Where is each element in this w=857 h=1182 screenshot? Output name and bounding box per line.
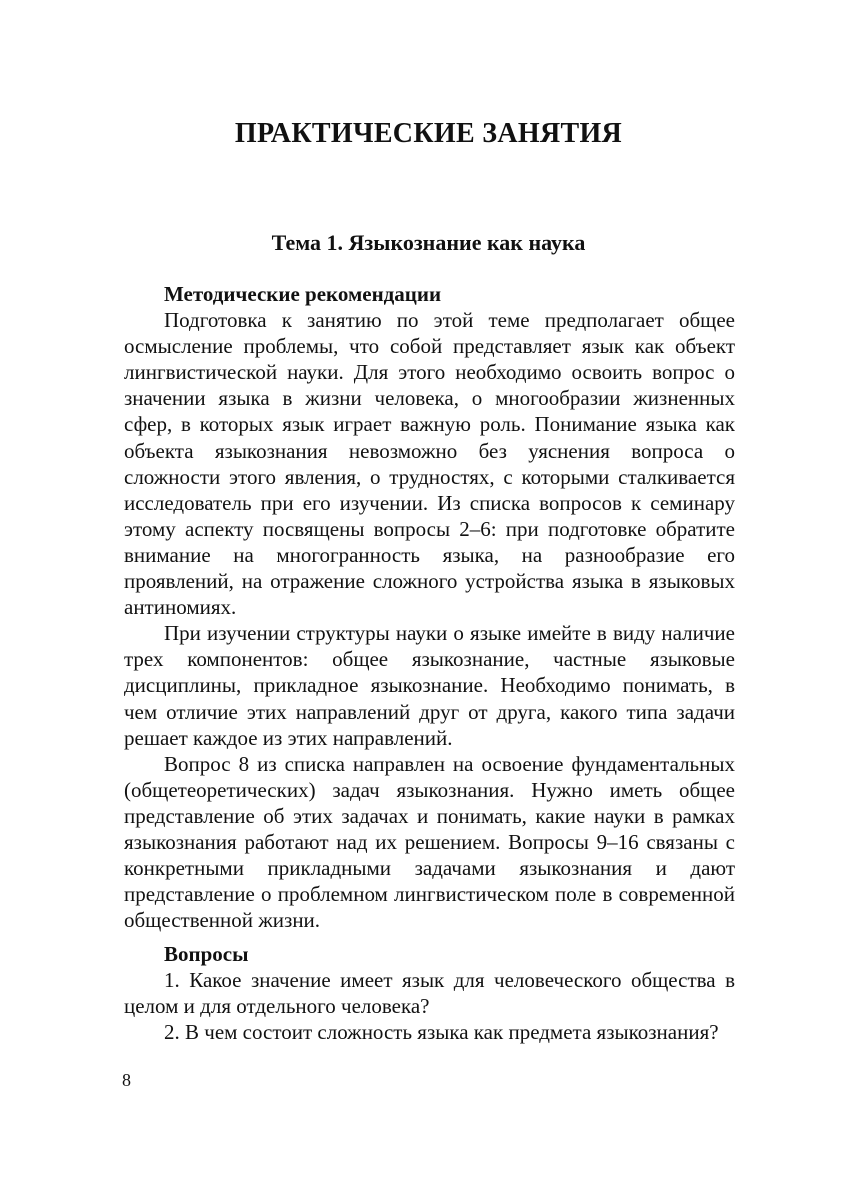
page-number: 8 [122, 1070, 131, 1090]
methods-paragraph-3: Вопрос 8 из списка направлен на освоение фундаментальных (общетеоретических) задач языкознания. Нужно иметь общее представление об этих задачах и понимать, какие науки в рамках языкознания работают над их решением. Вопросы 9–16 связаны с конкретными прикладными задачами языкознания и дают представление о проблемном лингвистическом поле в современной общественной жизни. [124, 751, 735, 933]
questions-section [124, 941, 735, 1045]
topic-title: Тема 1. Языкознание как наука [271, 230, 586, 255]
questions-heading: Вопросы [164, 942, 249, 966]
methods-paragraph-2: При изучении структуры науки о языке имейте в виду наличие трех компонентов: общее языкознание, частные языковые дисциплины, прикладное языкознание. Необходимо понимать, в чем отличие этих направлений друг от друга, какого типа задачи решает каждое из этих направлений. [124, 621, 735, 750]
page-title: ПРАКТИЧЕСКИЕ ЗАНЯТИЯ [234, 118, 623, 149]
question-item-2: 2. В чем состоит сложность языка как предмета языкознания? [164, 1020, 719, 1045]
methods-paragraph-1: Подготовка к занятию по этой теме предполагает общее осмысление проблемы, что собой представляет язык как объект лингвистической науки. Для этого необходимо освоить вопрос о значении языка в жизни человека, о многообразии жизненных сфер, в которых язык играет важную роль. Понимание языка как объекта языкознания невозможно без уяснения вопроса о сложности этого явления, о трудностях, с которыми сталкивается исследователь при его изучении. Из списка вопросов к семинару этому аспекту посвящены вопросы 2–6: при подготовке обратите внимание на многогранность языка, на разнообразие его проявлений, на отражение сложного устройства языка в языковых антиномиях. [124, 308, 735, 620]
methodological-recommendations-section [124, 281, 735, 933]
methods-heading: Методические рекомендации [164, 282, 442, 306]
question-item-1: 1. Какое значение имеет язык для человеческого общества в целом и для отдельного человека? [124, 968, 735, 1019]
